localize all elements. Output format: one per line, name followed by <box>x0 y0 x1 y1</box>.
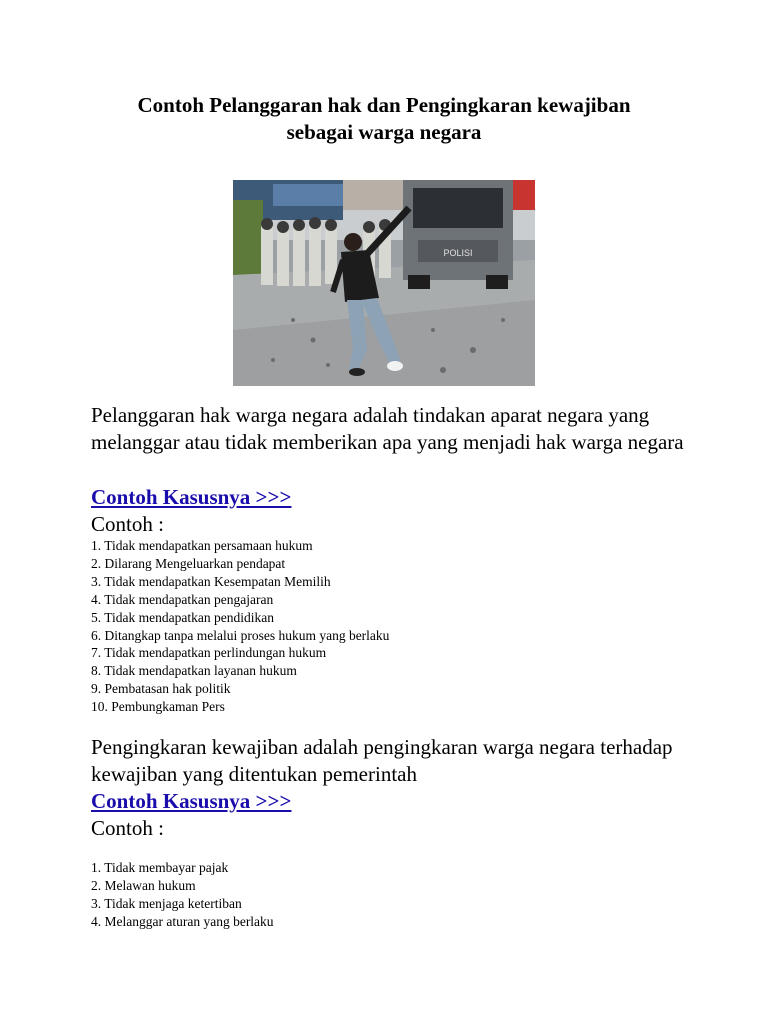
page-title <box>84 92 684 146</box>
section2-contoh-label: Contoh : <box>91 816 164 840</box>
list-item: 1. Tidak membayar pajak <box>91 860 229 875</box>
list-item: 5. Tidak mendapatkan pendidikan <box>91 609 274 625</box>
list-item: 7. Tidak mendapatkan perlindungan hukum <box>91 645 327 661</box>
list-item: 2. Melawan hukum <box>91 877 196 893</box>
list-item: 4. Tidak mendapatkan pengajaran <box>91 591 274 607</box>
list-item: 1. Tidak mendapatkan persamaan hukum <box>91 538 313 553</box>
list-item: 10. Pembungkaman Pers <box>91 699 225 715</box>
section2-list <box>91 859 274 931</box>
section1-paragraph: Pelanggaran hak warga negara adalah tindakan aparat negara yang melanggar atau tidak memberikan apa yang menjadi hak warga negara <box>91 403 684 454</box>
title-line-2: sebagai warga negara <box>286 120 482 144</box>
truck-label: POLISI <box>443 248 473 258</box>
list-item: 8. Tidak mendapatkan layanan hukum <box>91 663 297 679</box>
list-item: 4. Melanggar aturan yang berlaku <box>91 913 274 929</box>
list-item: 2. Dilarang Mengeluarkan pendapat <box>91 555 286 571</box>
section2-paragraph: Pengingkaran kewajiban adalah pengingkaran warga negara terhadap kewajiban yang ditentukan pemerintah <box>91 735 673 786</box>
title-line-1: Contoh Pelanggaran hak dan Pengingkaran kewajiban <box>137 93 631 117</box>
list-item: 6. Ditangkap tanpa melalui proses hukum yang berlaku <box>91 627 390 643</box>
list-item: 3. Tidak menjaga ketertiban <box>91 895 242 911</box>
section1-cases-link[interactable]: Contoh Kasusnya >>> <box>91 485 292 509</box>
list-item: 3. Tidak mendapatkan Kesempatan Memilih <box>91 573 331 589</box>
section1-list <box>91 537 389 716</box>
section2-cases-link[interactable]: Contoh Kasusnya >>> <box>91 789 292 813</box>
list-item: 9. Pembatasan hak politik <box>91 681 231 697</box>
section1-contoh-label: Contoh : <box>91 512 164 536</box>
riot-photo-illustration <box>233 180 535 386</box>
riot-photo <box>233 180 535 386</box>
